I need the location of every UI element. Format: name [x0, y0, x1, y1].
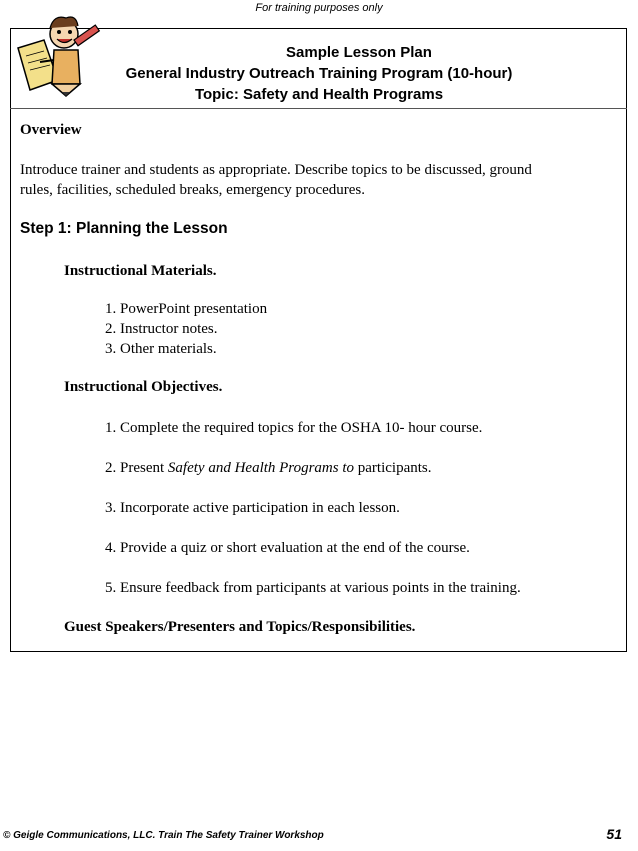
overview-heading: Overview — [20, 122, 82, 138]
objective-text: 2. Present — [105, 460, 168, 476]
objectives-heading: Instructional Objectives. — [64, 379, 223, 395]
objective-text: participants. — [354, 460, 432, 476]
objective-italic-text: Safety and Health Programs to — [167, 460, 355, 476]
material-item: 1. PowerPoint presentation — [105, 301, 268, 317]
objective-item: 5. Ensure feedback from participants at various points in the training. — [105, 580, 521, 596]
lesson-plan-header — [0, 42, 638, 105]
material-item: 3. Other materials. — [105, 341, 217, 357]
header-topic: Topic: Safety and Health Programs — [194, 86, 444, 103]
overview-text-line1: Introduce trainer and students as appropriate. Describe topics to be discussed, ground — [20, 162, 532, 178]
header-program: General Industry Outreach Training Program (10-hour) — [125, 65, 513, 82]
training-note: For training purposes only — [255, 2, 383, 14]
header-divider — [10, 108, 627, 109]
page-number: 51 — [606, 826, 622, 842]
overview-text-line2: rules, facilities, scheduled breaks, emergency procedures. — [20, 182, 365, 198]
objective-item — [105, 458, 432, 478]
header-title: Sample Lesson Plan — [286, 44, 432, 61]
guest-speakers-heading: Guest Speakers/Presenters and Topics/Responsibilities. — [64, 619, 416, 635]
objective-item: 1. Complete the required topics for the OSHA 10- hour course. — [105, 420, 483, 436]
objective-item: 3. Incorporate active participation in each lesson. — [105, 500, 400, 516]
step1-heading: Step 1: Planning the Lesson — [20, 220, 228, 237]
objective-item: 4. Provide a quiz or short evaluation at the end of the course. — [105, 540, 470, 556]
lesson-plan-frame — [10, 28, 627, 652]
material-item: 2. Instructor notes. — [105, 321, 218, 337]
copyright-footer: © Geigle Communications, LLC. Train The Safety Trainer Workshop — [3, 830, 324, 841]
materials-heading: Instructional Materials. — [64, 263, 217, 279]
